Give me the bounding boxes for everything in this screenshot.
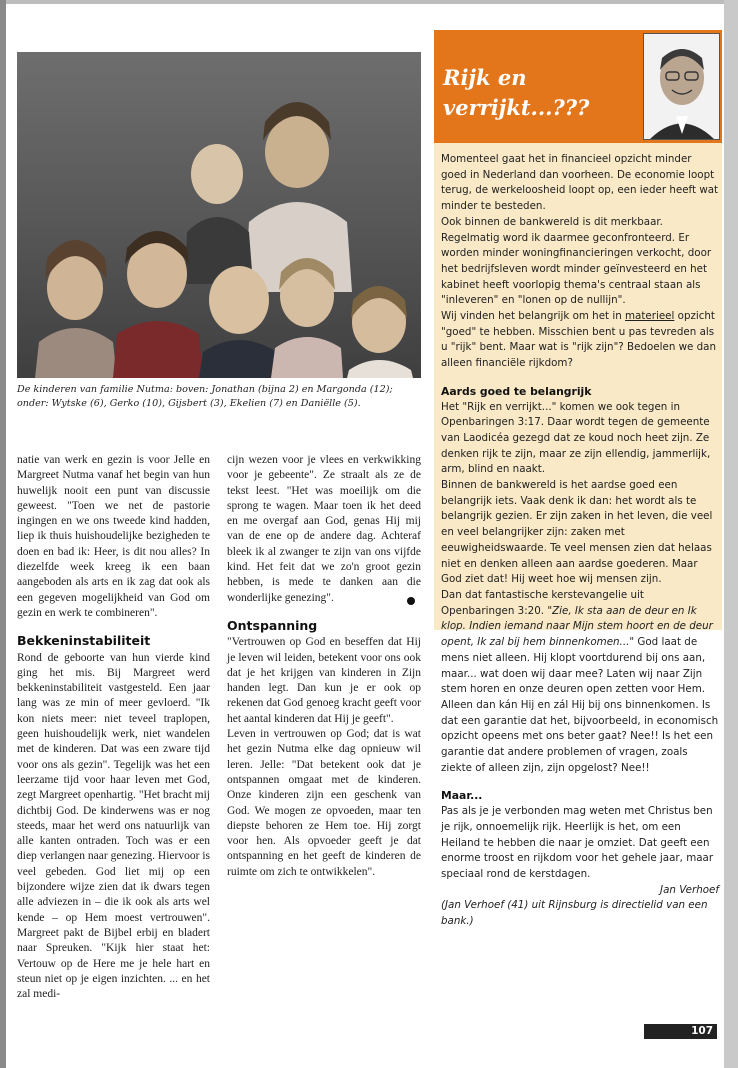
- sidebar-body: [441, 152, 719, 930]
- sidebar-title: Rijk en verrijkt...???: [443, 65, 590, 120]
- page-number: 107: [691, 1025, 713, 1037]
- paragraph: Pas als je je verbonden mag weten met Christus ben je rijk, onnoemelijk rijk. Heerlijk is het, om een Heiland te hebben die naar je omziet. Dat geeft een enorme troost en rijkdom voor het gehele jaar, maar speciaal rond de kerstdagen.: [441, 805, 714, 880]
- family-photo-illustration: [17, 52, 421, 378]
- bible-quote: "Zie, Ik sta aan de deur en Ik klop. Indien iemand naar Mijn stem hoort en de deur opent, Ik zal bij hem binnenkomen...": [441, 604, 713, 649]
- paragraph: "Vertrouwen op God en beseffen dat Hij je leven wil leiden, betekent voor ons ook dat je het krijgen van kinderen in Zijn handen legt. Dan kun je er ook op rekenen dat God genoeg kracht geeft voor het aantal kinderen dat Hij je geeft".: [227, 636, 421, 725]
- section-heading: Ontspanning: [227, 617, 318, 633]
- article-column-1: [17, 453, 210, 1002]
- paragraph: [441, 588, 719, 776]
- end-of-article-bullet: [407, 597, 415, 605]
- text-span: opzicht "goed" te hebben. Misschien bent u pas tevreden als u "rijk" bent. Maar wat is "rijk zijn"? Bedoelen we dan alleen financiële rijkdom?: [441, 310, 717, 370]
- section-heading: Bekkeninstabiliteit: [17, 633, 151, 649]
- paragraph: Het "Rijk en verrijkt..." komen we ook tegen in Openbaringen 3:17. Daar wordt tegen de gemeente van Laodicéa gezegd dat ze koud noch heet zijn. Ze denken rijk te zijn, maar ze zijn ellendig, jammerlijk, arm, blind en naakt.: [441, 400, 711, 476]
- author-note: (Jan Verhoef (41) uit Rijnsburg is directielid van een bank.): [441, 899, 708, 928]
- paragraph: [441, 309, 719, 372]
- page-number-bar: [644, 1024, 717, 1039]
- paragraph: Ook binnen de bankwereld is dit merkbaar. Regelmatig word ik daarmee geconfronteerd. Er worden minder woningfinancieringen verkocht, door het bedrijfsleven wordt minder geïnvesteerd en het kabinet heeft voorlopig thema's centraal staan als "inleveren" en "lonen op de nullijn".: [441, 215, 712, 307]
- family-photo: [17, 52, 421, 378]
- paragraph: Rond de geboorte van hun vierde kind ging het mis. Bij Margreet werd bekkeninstabiliteit vastgesteld. Een jaar lang was ze min of meer gevloerd. "Ik kon niets meer: niet teveel traplopen, geen huishoudelijk werk, niet wandelen met de kinderen. Dat was een zware tijd voor ons als gezin". Tegelijk was het een leerzame tijd voor haar leven met God, zegt Margreet openhartig. "Het bracht mij dichtbij God. De kinderwens was er nog steeds, maar het werd ons natuurlijk van alle kanten ontraden. Toch was er een diep verlangen naar genezing. Hiervoor is veel gebeden. God liet mij op een bijzondere wijze zien dat ik dwars tegen alle adviezen in – die ik ook als arts wel kende – op Hem moest vertrouwen". Margreet pakt de Bijbel erbij en bladert naar Spreuken. "Kijk hier staat het: Vertouw op de Here me je hele hart en steun niet op je eigen inzichten. ... en het zal medi-: [17, 651, 210, 1001]
- article-column-2: [227, 453, 421, 880]
- photo-caption: De kinderen van familie Nutma: boven: Jonathan (bijna 2) en Margonda (12); onder: Wytske (6), Gerko (10), Gijsbert (3), Ekelien (7) en Daniëlle (5).: [17, 384, 393, 409]
- sidebar-column: [434, 30, 722, 928]
- paragraph: Leven in vertrouwen op God; dat is wat het gezin Nutma elke dag opnieuw wil leren. Jelle: "Dat betekent ook dat je ontspannen omgaat met de kinderen. Onze kinderen zijn een geschenk van God. We mogen ze opvoeden, maar ten diepste behoren ze Hem toe. Hij zorgt voor hen. Als opvoeder geeft je dat ontspanning en het geeft de kinderen de ruimte om zich te ontwikkelen".: [227, 728, 421, 878]
- paragraph: natie van werk en gezin is voor Jelle en Margreet Nutma vanaf het begin van hun huwelijk nooit een punt van discussie geweest. "Toen we net de pastorie ingingen en we ons tweede kind hadden, liep ik thuis huishoudelijke bezigheden te doen en bad ik: Heer, is dit nou alles? In diezelfde week kreeg ik een baan aangeboden als arts en ik zag dat ook als een gegeven mogelijkheid van God om gezin en werk te combineren".: [17, 454, 210, 619]
- text-span: Wij vinden het belangrijk om het in: [441, 310, 622, 323]
- text-span: Dan dat fantastische kerstevangelie uit Openbaringen 3:20.: [441, 588, 644, 617]
- signature: Jan Verhoef: [660, 883, 719, 896]
- scan-edge-top: [0, 0, 738, 4]
- paragraph: cijn wezen voor je vlees en verkwikking voor je gebeente". Ze straalt als ze de tekst leest. "Het was moeilijk om die sprong te wagen. Maar toen ik het deed en me overgaf aan God, genas Hij mij van de ene op de andere dag. Achteraf bleek ik al zwanger te zijn van ons vijfde kind. Het feit dat we zo'n groot gezin hebben, is mede te danken aan die wonderlijke genezing".: [227, 454, 421, 604]
- section-heading: Maar...: [441, 789, 483, 803]
- sidebar-header: [434, 30, 722, 143]
- portrait-illustration: [644, 34, 719, 139]
- author-portrait: [643, 33, 720, 140]
- text-span: God laat de mens niet alleen. Hij klopt voortdurend bij ons aan, maar... wat doen wij daar mee? Laten wij naar Zijn stem horen en onze deuren open zetten voor Hem. Alleen dan kán Hij en zál Hij bij ons binnenkomen. Is dat een garantie dat het, bijvoorbeeld, in economisch opzicht opeens met ons beter gaat? Nee!! Is het een garantie dat andere problemen of vragen, zoals ziekte of alleen zijn, zijn opgelost? Nee!!: [441, 636, 719, 774]
- paragraph: Binnen de bankwereld is het aardse goed een belangrijk iets. Vaak denk ik dan: het wordt als te belangrijk gezien. Er zijn zaken in het leven, die veel en veel belangrijker zijn: zaken met eeuwigheidswaarde. Te veel mensen zien dat helaas niet en denken alleen aan aardse goederen. Maar God ziet dat! Hij weet hoe wij mensen zijn.: [441, 479, 713, 586]
- scan-edge-right: [724, 0, 738, 1068]
- paragraph: Momenteel gaat het in financieel opzicht minder goed in Nederland dan voorheen. De economie loopt terug, de werkeloosheid loopt op, een ieder heeft wat minder te besteden.: [441, 153, 719, 213]
- section-heading: Aards goed te belangrijk: [441, 384, 592, 398]
- scan-edge-left: [0, 0, 6, 1068]
- underlined-word: materieel: [625, 310, 675, 323]
